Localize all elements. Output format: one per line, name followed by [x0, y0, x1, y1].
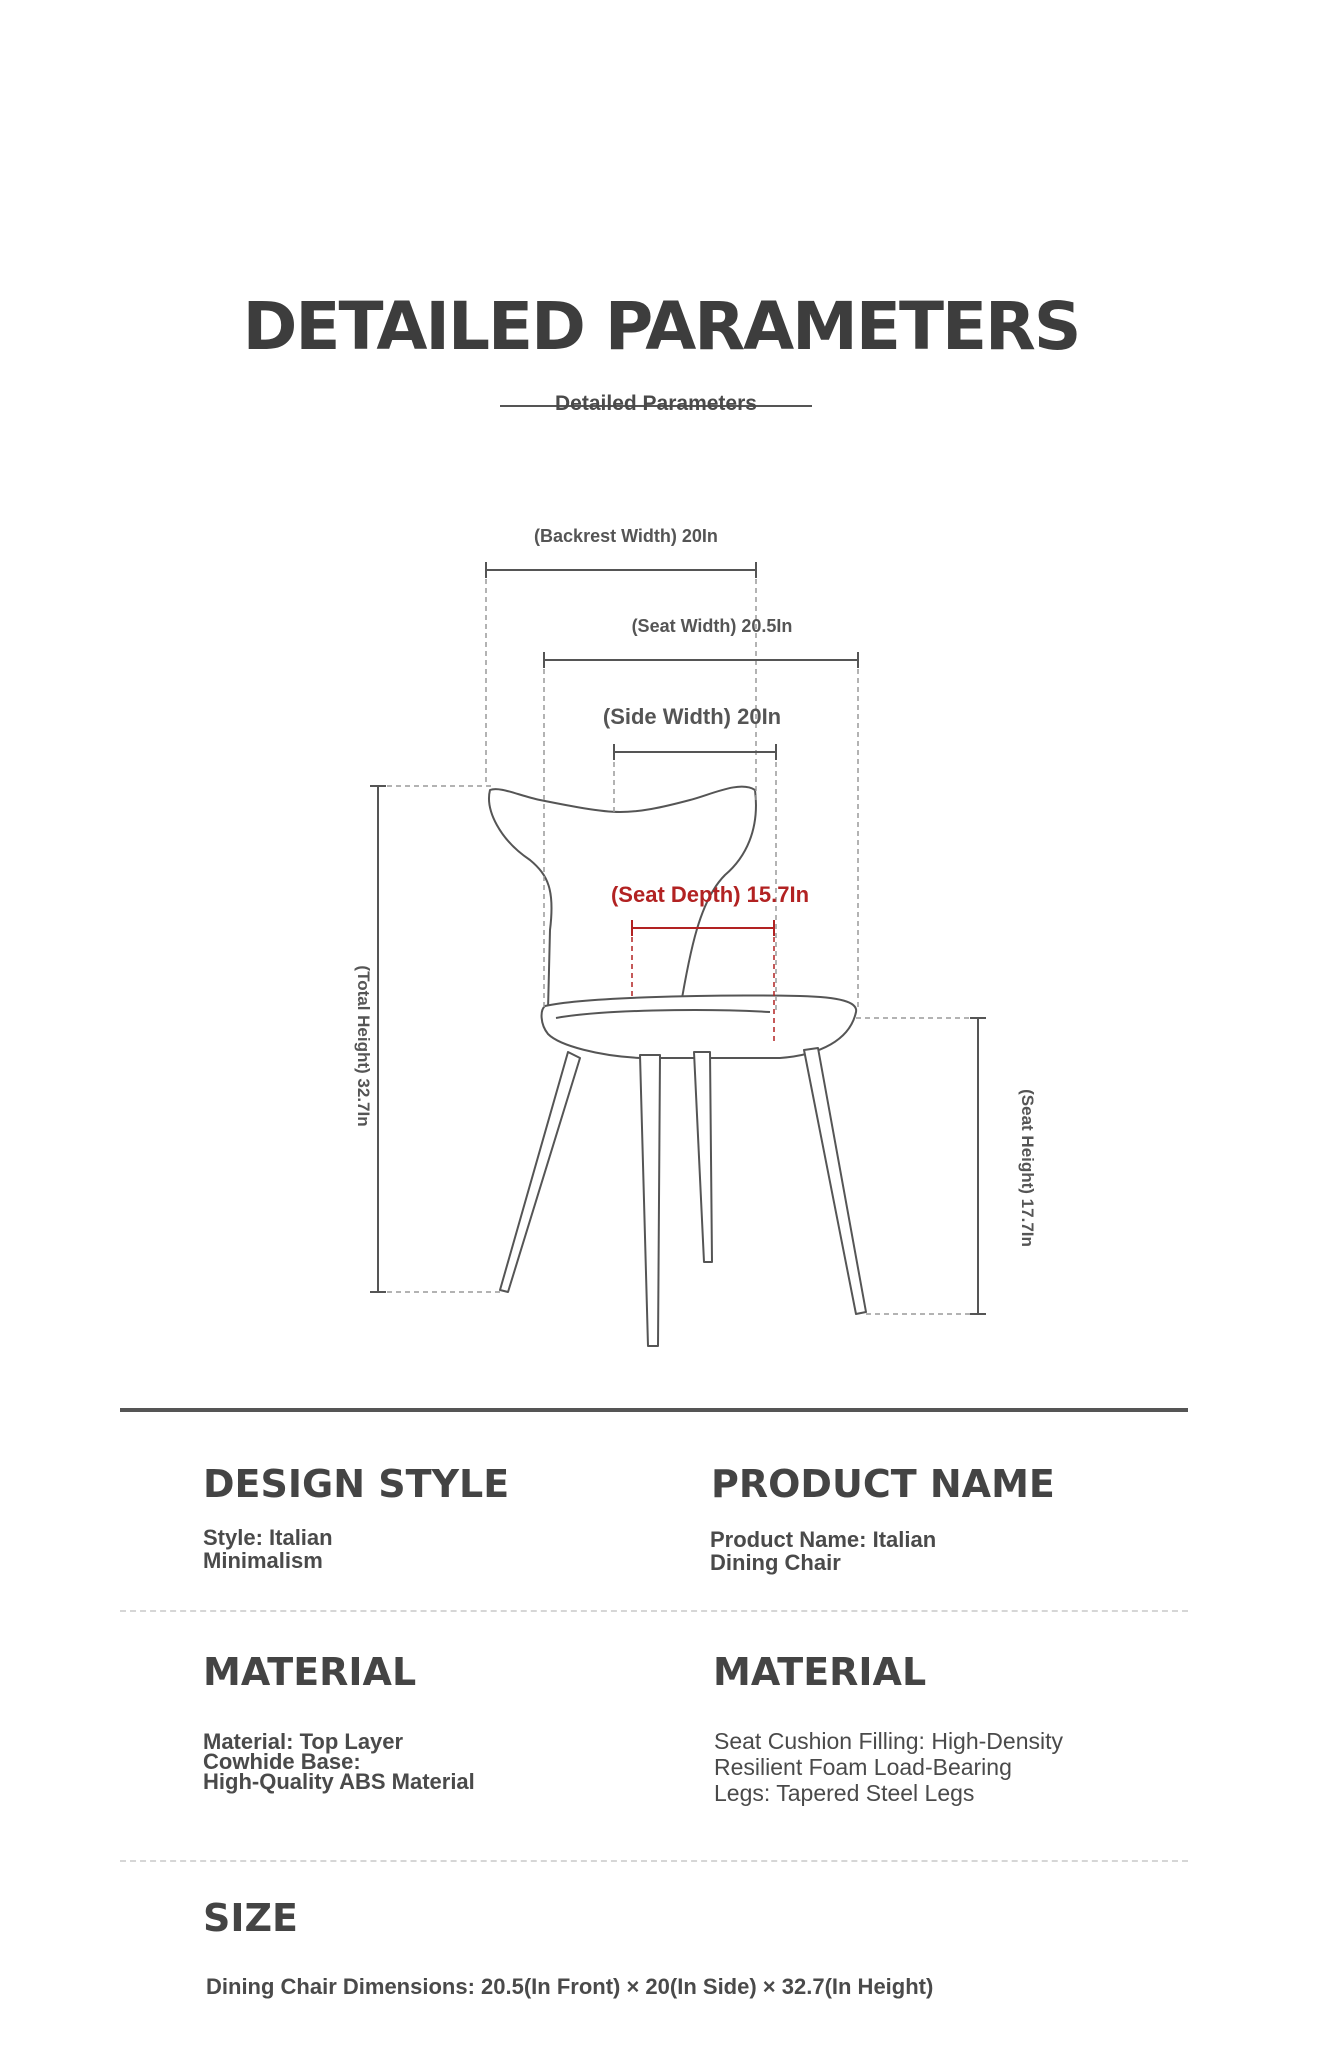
material-line: Material: Top Layer	[203, 1729, 404, 1754]
product-name-title: PRODUCT NAME	[711, 1462, 1055, 1506]
product-name-line: Dining Chair	[710, 1550, 841, 1575]
page-subtitle: Detailed Parameters	[555, 392, 757, 415]
design-style-line: Style: Italian	[203, 1525, 333, 1550]
product-name-value	[710, 1528, 936, 1574]
section-divider	[120, 1408, 1188, 1412]
material-detail-value	[714, 1728, 1063, 1806]
size-title: SIZE	[203, 1896, 299, 1940]
page-title: DETAILED PARAMETERS	[242, 288, 1080, 365]
material-detail-line: Seat Cushion Filling: High-Density	[714, 1728, 1063, 1754]
material-value	[203, 1729, 475, 1794]
dashed-divider	[120, 1610, 1188, 1612]
side-width-label: (Side Width) 20In	[602, 704, 782, 729]
size-value: Dining Chair Dimensions: 20.5(In Front) × 20(In Side) × 32.7(In Height)	[206, 1974, 934, 1999]
material-title: MATERIAL	[203, 1650, 417, 1694]
seat-depth-label: (Seat Depth) 15.7In	[610, 882, 810, 907]
seat-width-label: (Seat Width) 20.5In	[631, 616, 793, 636]
material-line: High-Quality ABS Material	[203, 1769, 475, 1794]
material-detail-line: Resilient Foam Load-Bearing	[714, 1754, 1012, 1780]
design-style-title: DESIGN STYLE	[203, 1462, 510, 1506]
chair-leg-back-center	[640, 1055, 660, 1346]
design-style-line: Minimalism	[203, 1548, 323, 1573]
chair-leg-front-left	[500, 1052, 580, 1292]
chair-leg-front-right	[804, 1048, 866, 1314]
dashed-divider	[120, 1860, 1188, 1862]
chair-illustration	[489, 787, 866, 1346]
product-name-line: Product Name: Italian	[710, 1527, 937, 1552]
design-style-value	[203, 1526, 333, 1572]
material-detail-line: Legs: Tapered Steel Legs	[714, 1780, 975, 1806]
chair-leg-back-right	[694, 1052, 712, 1262]
seat-height-label: (Seat Height) 17.7In	[1018, 1089, 1037, 1247]
backrest-width-label: (Backrest Width) 20In	[534, 526, 718, 546]
material-line: Cowhide Base:	[203, 1749, 361, 1774]
material-title-secondary: MATERIAL	[713, 1650, 927, 1694]
total-height-label: (Total Height) 32.7In	[354, 965, 373, 1127]
